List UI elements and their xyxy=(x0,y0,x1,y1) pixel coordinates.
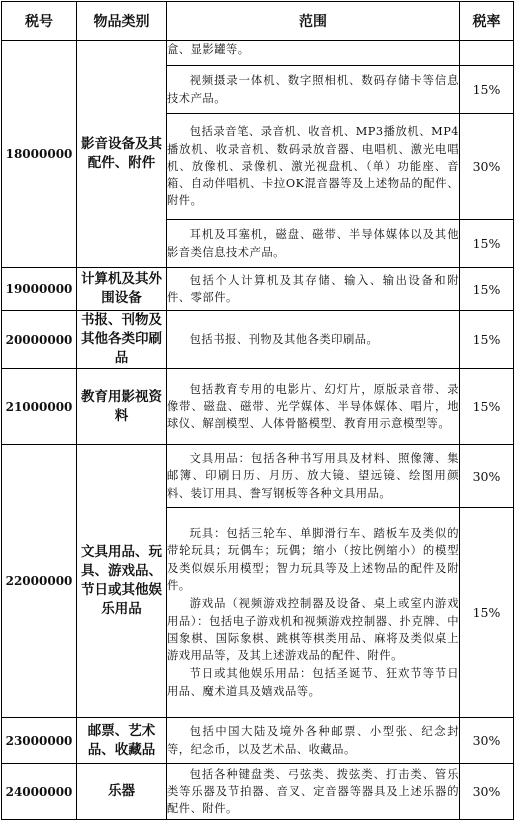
tariff-table xyxy=(1,1,514,820)
scope-cell xyxy=(167,718,460,764)
scope-text: 包括各种键盘类、弓弦类、拨弦类、打击类、管乐类等乐器及节拍器、音叉、定音器等器具及上述乐器的配件、附件。 xyxy=(167,767,459,816)
table-row xyxy=(2,764,514,820)
rate-cell: 15% xyxy=(460,508,514,718)
rate-cell: 15% xyxy=(460,268,514,311)
scope-cell xyxy=(167,445,460,508)
scope-cell xyxy=(167,508,460,718)
scope-cell xyxy=(167,41,460,66)
rate-cell: 30% xyxy=(460,718,514,764)
scope-text-games: 游戏品（视频游戏控制器及设备、桌上或室内游戏用品）：包括电子游戏机和视频游戏控制器、扑克牌、中国象棋、国际象棋、跳棋等棋类用品、麻将及类似桌上游戏用品等，及其上述游戏品的配件、附件。 xyxy=(167,597,459,663)
scope-text: 盒、显影罐等。 xyxy=(167,43,250,56)
table-row xyxy=(2,41,514,66)
scope-text: 耳机及耳塞机，磁盘、磁带、半导体媒体以及其他影音类信息技术产品。 xyxy=(167,228,459,259)
category-cell: 乐器 xyxy=(77,764,167,820)
category-cell: 文具用品、玩具、游戏品、节日或其他娱乐用品 xyxy=(77,445,167,718)
scope-text: 包括个人计算机及其存储、输入、输出设备和附件、零部件。 xyxy=(167,273,459,304)
rate-cell: 15% xyxy=(460,220,514,268)
scope-cell xyxy=(167,114,460,220)
table-row xyxy=(2,311,514,369)
scope-text: 文具用品：包括各种书写用具及材料、照像簿、集邮簿、印刷日历、月历、放大镜、望远镜、绘图用颜料、装订用具、誊写钢板等各种文具用品。 xyxy=(167,452,459,500)
category-cell: 教育用影视资料 xyxy=(77,369,167,445)
code-cell: 18000000 xyxy=(2,41,77,268)
rate-cell: 15% xyxy=(460,66,514,114)
code-cell: 20000000 xyxy=(2,311,77,369)
scope-cell xyxy=(167,268,460,311)
table-row xyxy=(2,718,514,764)
table-row xyxy=(2,268,514,311)
scope-text: 视频摄录一体机、数字照相机、数码存储卡等信息技术产品。 xyxy=(167,74,459,105)
scope-cell xyxy=(167,220,460,268)
rate-cell: 15% xyxy=(460,369,514,445)
code-cell: 19000000 xyxy=(2,268,77,311)
scope-text-toys: 玩具：包括三轮车、单脚滑行车、踏板车及类似的带轮玩具；玩偶车；玩偶；缩小（按比例缩小）的模型及类似娱乐用模型；智力玩具等及上述物品的配件及附件。 xyxy=(167,527,459,592)
header-rate: 税率 xyxy=(460,2,514,41)
rate-cell: 30% xyxy=(460,114,514,220)
scope-text: 包括中国大陆及境外各种邮票、小型张、纪念封等，纪念币，以及艺术品、收藏品。 xyxy=(167,725,459,756)
scope-cell xyxy=(167,764,460,820)
scope-cell xyxy=(167,369,460,445)
rate-cell: 15% xyxy=(460,311,514,369)
table-row xyxy=(2,445,514,508)
code-cell: 24000000 xyxy=(2,764,77,820)
rate-cell: 30% xyxy=(460,764,514,820)
category-cell: 影音设备及其配件、附件 xyxy=(77,41,167,268)
table-header-row xyxy=(2,2,514,41)
rate-cell: 30% xyxy=(460,445,514,508)
scope-cell xyxy=(167,66,460,114)
header-category: 物品类别 xyxy=(77,2,167,41)
scope-cell xyxy=(167,311,460,369)
scope-text: 包括书报、刊物及其他各类印刷品。 xyxy=(189,332,379,346)
table-row xyxy=(2,369,514,445)
scope-text: 包括录音笔、录音机、收音机、MP3播放机、MP4播放机、收录音机、数码录放音器、电唱机、激光电唱机、放像机、录像机、激光视盘机、（单）功能座、音箱、自动伴唱机、卡拉OK混音器等及上述物品的配件、附件。 xyxy=(167,125,459,208)
scope-text-festive: 节日或其他娱乐用品：包括圣诞节、狂欢节等节日用品、魔术道具及嬉戏品等。 xyxy=(167,667,459,698)
category-cell: 书报、刊物及其他各类印刷品 xyxy=(77,311,167,369)
code-cell: 21000000 xyxy=(2,369,77,445)
code-cell: 22000000 xyxy=(2,445,77,718)
category-cell: 计算机及其外围设备 xyxy=(77,268,167,311)
scope-text: 包括教育专用的电影片、幻灯片，原版录音带、录像带、磁盘、磁带、光学媒体、半导体媒体、唱片，地球仪、解剖模型、人体骨骼模型、教育用示意模型等。 xyxy=(167,382,459,431)
header-scope: 范围 xyxy=(167,2,460,41)
category-cell: 邮票、艺术品、收藏品 xyxy=(77,718,167,764)
rate-cell xyxy=(460,41,514,66)
code-cell: 23000000 xyxy=(2,718,77,764)
header-code: 税号 xyxy=(2,2,77,41)
